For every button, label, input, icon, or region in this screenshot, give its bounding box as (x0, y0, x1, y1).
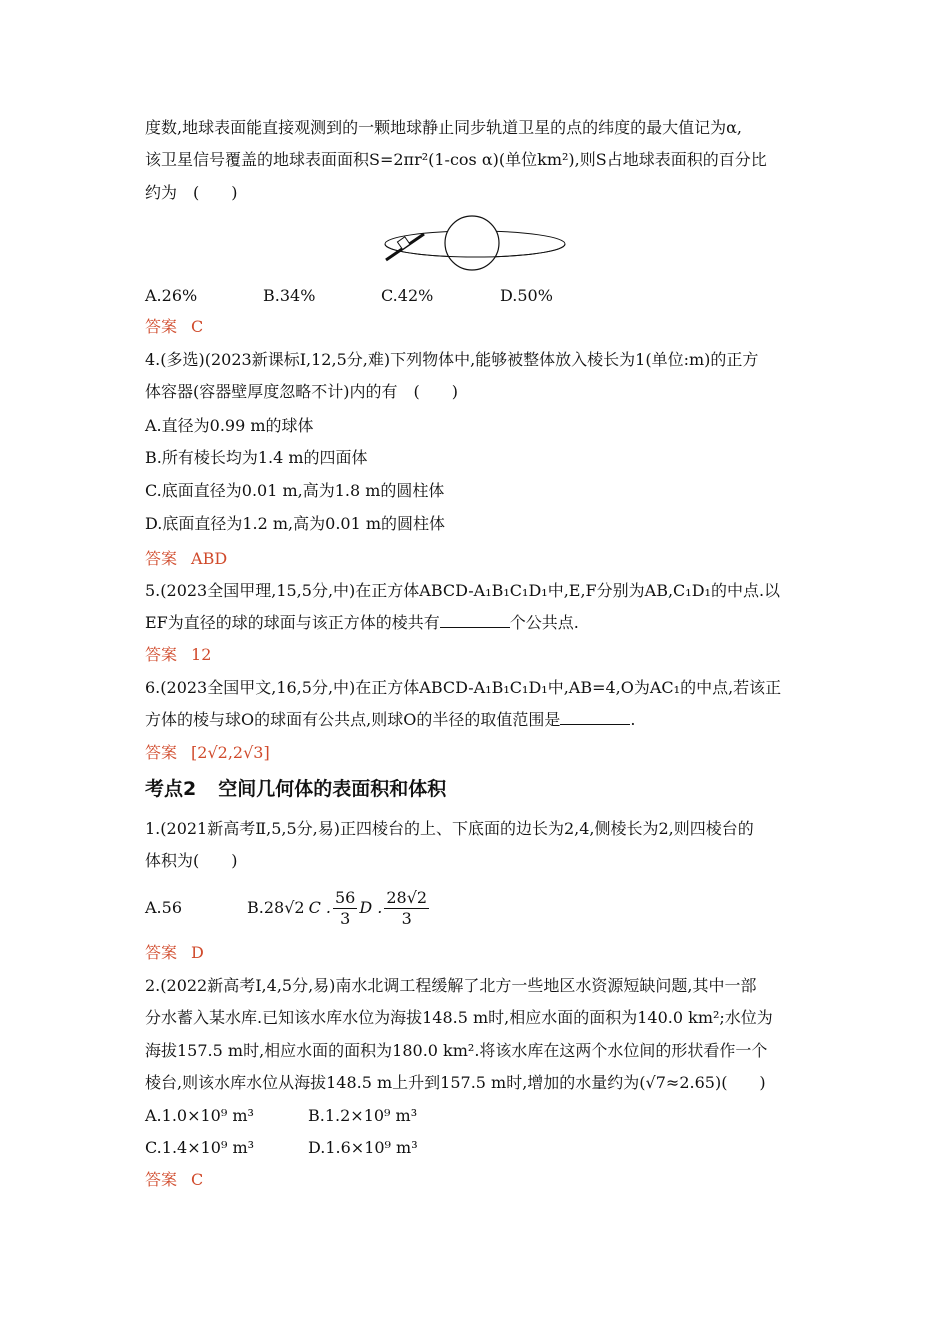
s2-text-line2: 分水蓄入某水库.已知该水库水位为海拔148.5 m时,相应水面的面积为140.0 km²;水位为 (145, 1008, 773, 1027)
s1-answer (145, 943, 204, 963)
q6-answer (145, 743, 270, 763)
s1-option-d-label: D . (359, 898, 383, 917)
s2-option-a: A.1.0×10⁹ m³ (145, 1106, 254, 1125)
q5-text-line1: 5.(2023全国甲理,15,5分,中)在正方体ABCD-A₁B₁C₁D₁中,E,F分别为AB,C₁D₁的中点.以 (145, 581, 781, 600)
answer-label: 答案 (145, 743, 178, 762)
answer-value: D (191, 943, 204, 962)
q3-option-c: C.42% (381, 286, 434, 305)
answer-value: C (191, 1170, 204, 1189)
section-heading (145, 777, 446, 801)
q6-text-line1: 6.(2023全国甲文,16,5分,中)在正方体ABCD-A₁B₁C₁D₁中,AB=4,O为AC₁的中点,若该正 (145, 678, 782, 697)
answer-value: ABD (191, 549, 228, 568)
s2-text-line1: 2.(2022新高考Ⅰ,4,5分,易)南水北调工程缓解了北方一些地区水资源短缺问题,其中一部 (145, 976, 757, 995)
q4-option-d: D.底面直径为1.2 m,高为0.01 m的圆柱体 (145, 514, 446, 533)
s1-option-c-label: C . (308, 898, 331, 917)
fraction-numerator: 56 (335, 887, 356, 907)
answer-value: [2√2,2√3] (191, 743, 270, 762)
s1-option-d-fraction (384, 888, 429, 929)
s1-text-line1: 1.(2021新高考Ⅱ,5,5分,易)正四棱台的上、下底面的边长为2,4,侧棱长为2,则四棱台的 (145, 819, 754, 838)
fraction-numerator: 28√2 (386, 887, 428, 907)
q4-answer (145, 549, 227, 569)
section-title: 空间几何体的表面积和体积 (218, 778, 447, 800)
s1-text-line2: 体积为( ) (145, 851, 238, 870)
q3-text-line3: 约为 ( ) (145, 183, 238, 202)
q3-text-line1: 度数,地球表面能直接观测到的一颗地球静止同步轨道卫星的点的纬度的最大值记为α, (145, 118, 742, 137)
q3-text-line2: 该卫星信号覆盖的地球表面面积S=2πr²(1-cos α)(单位km²),则S占地球表面积的百分比 (145, 150, 767, 169)
satellite-orbit-figure (380, 212, 570, 274)
s2-text-line3: 海拔157.5 m时,相应水面的面积为180.0 km².将该水库在这两个水位间的形状看作一个 (145, 1041, 768, 1060)
q5-line2-tail: 个公共点. (509, 613, 579, 632)
s1-option-b: B.28√2 (247, 898, 305, 917)
fraction-denominator: 3 (401, 908, 412, 928)
q3-option-d: D.50% (500, 286, 553, 305)
s2-option-b: B.1.2×10⁹ m³ (308, 1106, 418, 1125)
s1-options-bcd (247, 885, 431, 931)
answer-blank (560, 710, 630, 725)
s2-option-c: C.1.4×10⁹ m³ (145, 1138, 255, 1157)
answer-blank (440, 613, 510, 628)
section-number: 考点2 (145, 778, 197, 800)
s1-option-c-fraction (333, 888, 357, 929)
s2-text-line4: 棱台,则该水库水位从海拔148.5 m上升到157.5 m时,增加的水量约为(√7≈2.65)( ) (145, 1073, 766, 1092)
answer-label: 答案 (145, 943, 178, 962)
q5-line2-text: EF为直径的球的球面与该正方体的棱共有 (145, 613, 440, 632)
earth-circle (445, 216, 499, 270)
q4-text-line1: 4.(多选)(2023新课标Ⅰ,12,5分,难)下列物体中,能够被整体放入棱长为1(单位:m)的正方 (145, 350, 759, 369)
answer-value: C (191, 317, 204, 336)
q4-option-a: A.直径为0.99 m的球体 (145, 416, 314, 435)
s1-option-a: A.56 (145, 898, 182, 917)
q5-text-line2 (145, 613, 579, 633)
fraction-denominator: 3 (340, 908, 351, 928)
s2-answer (145, 1170, 203, 1190)
q6-text-line2 (145, 710, 635, 730)
answer-label: 答案 (145, 1170, 178, 1189)
q3-answer (145, 317, 203, 337)
satellite-icon (386, 234, 424, 260)
q6-line2-tail: . (630, 710, 636, 729)
q5-answer (145, 645, 211, 665)
q4-option-b: B.所有棱长均为1.4 m的四面体 (145, 448, 368, 467)
q3-option-b: B.34% (263, 286, 316, 305)
answer-label: 答案 (145, 645, 178, 664)
q3-option-a: A.26% (145, 286, 198, 305)
q4-option-c: C.底面直径为0.01 m,高为1.8 m的圆柱体 (145, 481, 445, 500)
answer-label: 答案 (145, 317, 178, 336)
answer-value: 12 (191, 645, 212, 664)
answer-label: 答案 (145, 549, 178, 568)
q6-line2-text: 方体的棱与球O的球面有公共点,则球O的半径的取值范围是 (145, 710, 561, 729)
s2-option-d: D.1.6×10⁹ m³ (308, 1138, 418, 1157)
q4-text-line2: 体容器(容器壁厚度忽略不计)内的有 ( ) (145, 382, 458, 401)
